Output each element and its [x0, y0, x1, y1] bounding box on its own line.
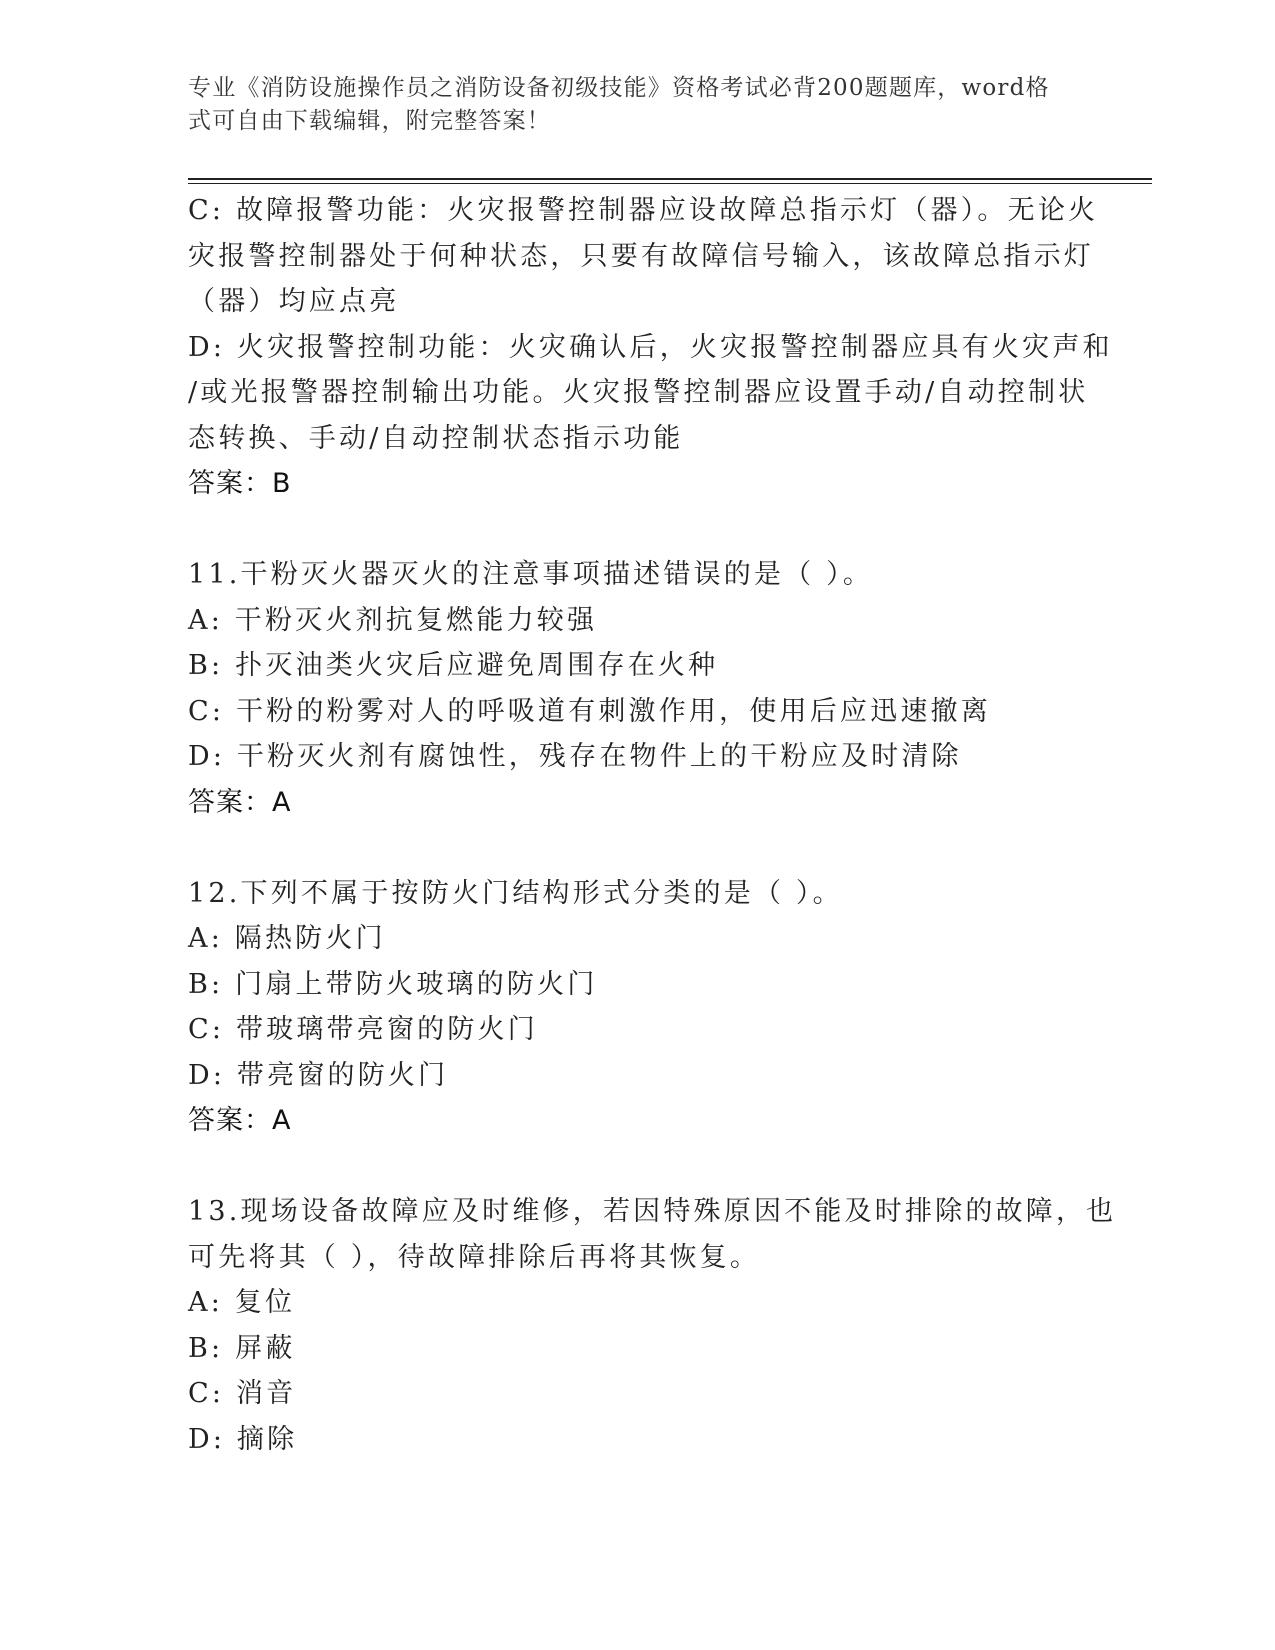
previous-question-block [188, 188, 1113, 507]
question-11-block [188, 552, 1088, 825]
question-stem-line-2: 可先将其（ ），待故障排除后再将其恢复。 [188, 1241, 761, 1273]
option-c-line-3: （器）均应点亮 [188, 286, 400, 317]
option-b: B: 门扇上带防火玻璃的防火门 [188, 968, 598, 1000]
spacer [188, 507, 1088, 553]
spacer [188, 825, 1088, 871]
option-a: A: 隔热防火门 [188, 923, 386, 954]
option-d: D: 带亮窗的防火门 [188, 1059, 449, 1091]
question-12-block [188, 871, 1088, 1144]
header-line-2: 式可自由下载编辑，附完整答案！ [188, 108, 551, 134]
option-a: A: 复位 [188, 1287, 296, 1318]
question-13-block [188, 1189, 1117, 1462]
option-b: B: 屏蔽 [188, 1332, 296, 1364]
option-c-line-2: 灾报警控制器处于何种状态，只要有故障信号输入，该故障总指示灯 [188, 240, 1094, 272]
option-a: A: 干粉灭火剂抗复燃能力较强 [188, 604, 598, 636]
answer-label: 答案：B [188, 468, 292, 499]
option-c-line-1: C: 故障报警功能：火灾报警控制器应设故障总指示灯（器）。无论火 [188, 195, 1099, 226]
option-c: C: 干粉的粉雾对人的呼吸道有刺激作用，使用后应迅速撤离 [188, 695, 991, 727]
option-d: D: 摘除 [188, 1423, 298, 1455]
header-divider-thin [188, 183, 1152, 184]
answer-label: 答案：A [188, 786, 292, 818]
option-d-line-2: /或光报警器控制输出功能。火灾报警控制器应设置手动/自动控制状 [188, 377, 1089, 408]
option-c: C: 消音 [188, 1378, 297, 1409]
answer-label: 答案：A [188, 1105, 292, 1136]
option-b: B: 扑灭油类火灾后应避免周围存在火种 [188, 650, 719, 681]
option-c: C: 带玻璃带亮窗的防火门 [188, 1014, 538, 1045]
page-header [188, 72, 1068, 138]
option-d: D: 干粉灭火剂有腐蚀性，残存在物件上的干粉应及时清除 [188, 741, 962, 772]
question-body [188, 188, 1117, 1462]
option-d-line-3: 态转换、手动/自动控制状态指示功能 [188, 422, 684, 454]
header-divider-thick [188, 178, 1152, 180]
question-stem: 12.下列不属于按防火门结构形式分类的是（ ）。 [188, 877, 843, 909]
option-d-line-1: D: 火灾报警控制功能：火灾确认后，火灾报警控制器应具有火灾声和 [188, 331, 1113, 363]
spacer [188, 1144, 1088, 1190]
question-stem-line-1: 13.现场设备故障应及时维修，若因特殊原因不能及时排除的故障，也 [188, 1196, 1117, 1227]
header-line-1: 专业《消防设施操作员之消防设备初级技能》资格考试必背200题题库，word格 [188, 75, 1050, 101]
question-stem: 11.干粉灭火器灭火的注意事项描述错误的是（ ）。 [188, 559, 874, 590]
